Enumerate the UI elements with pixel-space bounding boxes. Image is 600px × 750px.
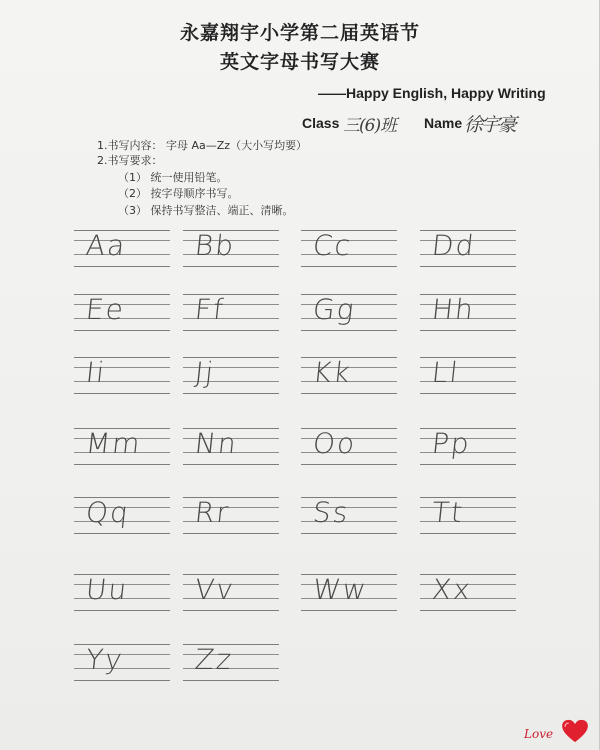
love-watermark-text: Love <box>524 727 554 741</box>
writing-guide-line <box>420 393 516 394</box>
letter-cell <box>420 290 516 338</box>
handwritten-letter-pair: Ee <box>84 293 127 326</box>
writing-guide-line <box>420 330 516 331</box>
handwritten-letter-pair: Bb <box>193 229 237 262</box>
handwritten-letter-pair: Aa <box>84 229 129 262</box>
letter-cell <box>420 424 516 472</box>
writing-guide-line <box>301 464 397 465</box>
handwritten-letter-pair: Pp <box>430 427 473 460</box>
letter-cell <box>74 226 170 274</box>
writing-guide-line <box>74 533 170 534</box>
heart-icon <box>561 719 589 743</box>
letter-cell <box>74 493 170 541</box>
letter-cell <box>183 424 279 472</box>
letter-cell <box>183 570 279 618</box>
name-value-handwritten: 徐宇豪 <box>464 114 516 136</box>
handwritten-letter-pair: Qq <box>84 496 132 529</box>
writing-guide-line <box>74 610 170 611</box>
writing-guide-line <box>420 464 516 465</box>
writing-guide-line <box>301 266 397 267</box>
letter-cell <box>74 570 170 618</box>
letter-cell <box>301 493 397 541</box>
letter-cell <box>74 290 170 338</box>
writing-guide-line <box>420 533 516 534</box>
letter-cell <box>420 226 516 274</box>
writing-guide-line <box>74 330 170 331</box>
class-value-handwritten: 三(6)班 <box>343 116 397 136</box>
writing-guide-line <box>420 610 516 611</box>
handwritten-letter-pair: Ss <box>311 496 352 529</box>
handwritten-letter-pair: Vv <box>193 573 237 606</box>
handwritten-letter-pair: Dd <box>430 229 478 262</box>
handwritten-letter-pair: Gg <box>311 293 358 326</box>
handwritten-letter-pair: Xx <box>430 573 474 606</box>
handwritten-letter-pair: Mm <box>84 427 144 460</box>
contest-title: 英文字母书写大赛 <box>219 51 380 73</box>
requirement-heading: 2.书写要求： <box>97 154 163 167</box>
writing-guide-line <box>183 680 279 681</box>
writing-guide-line <box>74 464 170 465</box>
letter-cell <box>420 493 516 541</box>
letter-cell <box>74 424 170 472</box>
handwritten-letter-pair: Ll <box>430 356 462 389</box>
letter-cell <box>183 640 279 688</box>
letter-cell <box>183 290 279 338</box>
writing-guide-line <box>74 393 170 394</box>
handwritten-letter-pair: Oo <box>311 427 358 460</box>
letter-cell <box>420 353 516 401</box>
letter-cell <box>301 570 397 618</box>
handwritten-letter-pair: Rr <box>193 496 232 529</box>
writing-guide-line <box>301 610 397 611</box>
writing-guide-line <box>183 266 279 267</box>
handwritten-letter-pair: Cc <box>311 229 354 262</box>
requirement-pencil: （1） 统一使用铅笔。 <box>118 171 228 184</box>
writing-guide-line <box>301 330 397 331</box>
writing-guide-line <box>183 393 279 394</box>
letter-cell <box>183 226 279 274</box>
slogan: ——Happy English, Happy Writing <box>318 85 546 101</box>
writing-guide-line <box>301 533 397 534</box>
handwritten-letter-pair: Hh <box>430 293 477 326</box>
requirement-content: 1.书写内容： 字母 Aa—Zz（大小写均要） <box>97 139 308 152</box>
name-label: Name <box>424 115 463 131</box>
handwritten-letter-pair: Ww <box>311 573 370 606</box>
letter-cell <box>183 493 279 541</box>
letter-cell <box>301 290 397 338</box>
letter-cell <box>301 226 397 274</box>
requirement-neat: （3） 保持书写整洁、端正、清晰。 <box>118 204 294 217</box>
handwritten-letter-pair: Tt <box>430 496 466 529</box>
letter-cell <box>420 570 516 618</box>
handwritten-letter-pair: Ii <box>84 356 108 389</box>
handwritten-letter-pair: Kk <box>311 356 354 389</box>
letter-cell <box>74 640 170 688</box>
requirement-order: （2） 按字母顺序书写。 <box>118 187 239 200</box>
letter-cell <box>301 353 397 401</box>
letter-cell <box>183 353 279 401</box>
handwritten-letter-pair: Jj <box>193 356 217 389</box>
writing-guide-line <box>74 266 170 267</box>
class-label: Class <box>302 115 340 131</box>
writing-guide-line <box>183 330 279 331</box>
handwritten-letter-pair: Ff <box>193 293 227 326</box>
letter-cell <box>301 424 397 472</box>
writing-guide-line <box>74 680 170 681</box>
school-title: 永嘉翔宇小学第二届英语节 <box>179 22 420 44</box>
handwritten-letter-pair: Uu <box>84 573 131 606</box>
handwritten-letter-pair: Yy <box>84 643 126 676</box>
writing-guide-line <box>183 464 279 465</box>
writing-guide-line <box>420 266 516 267</box>
writing-guide-line <box>183 610 279 611</box>
writing-guide-line <box>183 533 279 534</box>
handwritten-letter-pair: Zz <box>193 643 235 676</box>
writing-guide-line <box>301 393 397 394</box>
letter-cell <box>74 353 170 401</box>
handwritten-letter-pair: Nn <box>193 427 240 460</box>
